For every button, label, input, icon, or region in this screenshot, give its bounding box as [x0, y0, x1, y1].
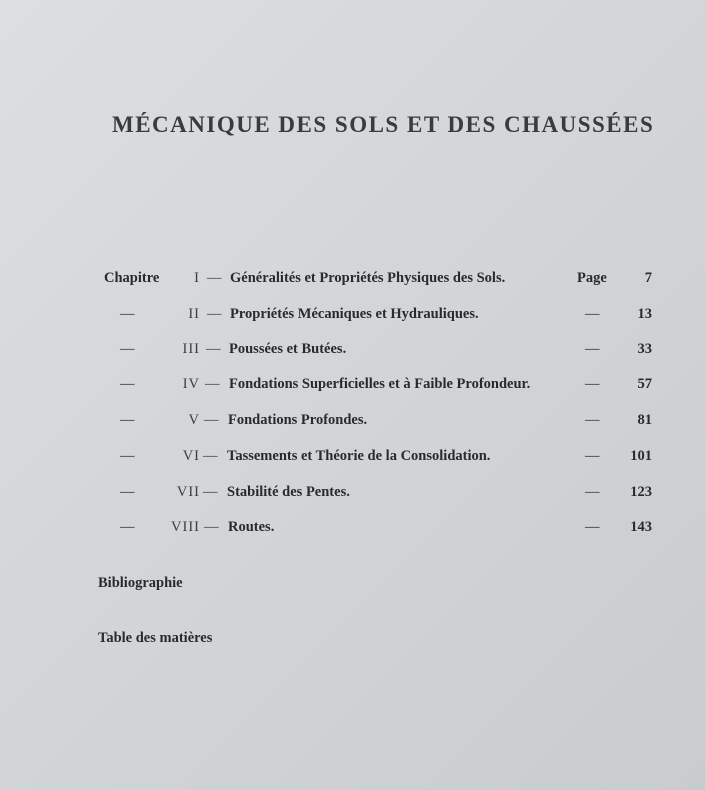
- separator-dash: —: [204, 412, 219, 428]
- toc-entry-8: [0, 519, 705, 543]
- separator-dash: —: [204, 519, 219, 535]
- page-dash: —: [585, 306, 600, 322]
- page-title: MÉCANIQUE DES SOLS ET DES CHAUSSÉES: [112, 112, 655, 137]
- chapter-numeral: I: [194, 270, 200, 286]
- toc-entry-5: [0, 412, 705, 436]
- chapter-dash: —: [120, 448, 135, 464]
- chapter-dash: —: [120, 484, 135, 500]
- chapter-title: Routes.: [228, 519, 275, 535]
- page-dash: —: [585, 484, 600, 500]
- page-label: Page: [577, 270, 607, 286]
- chapter-title: Stabilité des Pentes.: [227, 484, 350, 500]
- chapter-numeral: V: [188, 412, 200, 428]
- page-number: 13: [637, 306, 652, 322]
- separator-dash: —: [203, 484, 218, 500]
- chapter-title: Fondations Superficielles et à Faible Profondeur.: [229, 376, 531, 392]
- separator-dash: —: [205, 376, 220, 392]
- chapter-numeral: VII: [176, 484, 200, 500]
- page-dash: —: [585, 376, 600, 392]
- chapter-numeral: VI: [182, 448, 200, 464]
- chapter-title: Tassements et Théorie de la Consolidation.: [227, 448, 491, 464]
- page-number: 57: [637, 376, 652, 392]
- page-dash: —: [585, 412, 600, 428]
- page-number: 143: [630, 519, 652, 535]
- page-number: 81: [637, 412, 652, 428]
- chapter-dash: —: [120, 341, 135, 357]
- chapter-dash: —: [120, 306, 135, 322]
- separator-dash: —: [206, 341, 221, 357]
- chapter-numeral: II: [188, 306, 200, 322]
- chapter-dash: —: [120, 412, 135, 428]
- page-dash: —: [585, 341, 600, 357]
- toc-entry-6: [0, 448, 705, 472]
- chapter-numeral: IV: [182, 376, 200, 392]
- chapter-numeral: VIII: [171, 519, 200, 535]
- chapter-title: Poussées et Butées.: [229, 341, 347, 357]
- toc-entry-1: [0, 270, 705, 294]
- chapter-numeral: III: [182, 341, 200, 357]
- bibliography-entry: Bibliographie: [98, 575, 183, 591]
- chapter-label: Chapitre: [104, 270, 160, 286]
- chapter-dash: —: [120, 376, 135, 392]
- separator-dash: —: [207, 270, 222, 286]
- page-number: 123: [630, 484, 652, 500]
- page-number: 7: [644, 270, 652, 286]
- toc-entry-2: [0, 306, 705, 330]
- toc-entry-3: [0, 341, 705, 365]
- page-dash: —: [585, 519, 600, 535]
- chapter-title: Fondations Profondes.: [228, 412, 368, 428]
- page-number: 101: [630, 448, 652, 464]
- toc-entry-4: [0, 376, 705, 400]
- page-dash: —: [585, 448, 600, 464]
- separator-dash: —: [207, 306, 222, 322]
- chapter-dash: —: [120, 519, 135, 535]
- page-number: 33: [637, 341, 652, 357]
- table-of-contents-entry: Table des matières: [98, 630, 213, 646]
- separator-dash: —: [203, 448, 218, 464]
- chapter-title: Généralités et Propriétés Physiques des Sols.: [230, 270, 506, 286]
- toc-entry-7: [0, 484, 705, 508]
- chapter-title: Propriétés Mécaniques et Hydrauliques.: [230, 306, 479, 322]
